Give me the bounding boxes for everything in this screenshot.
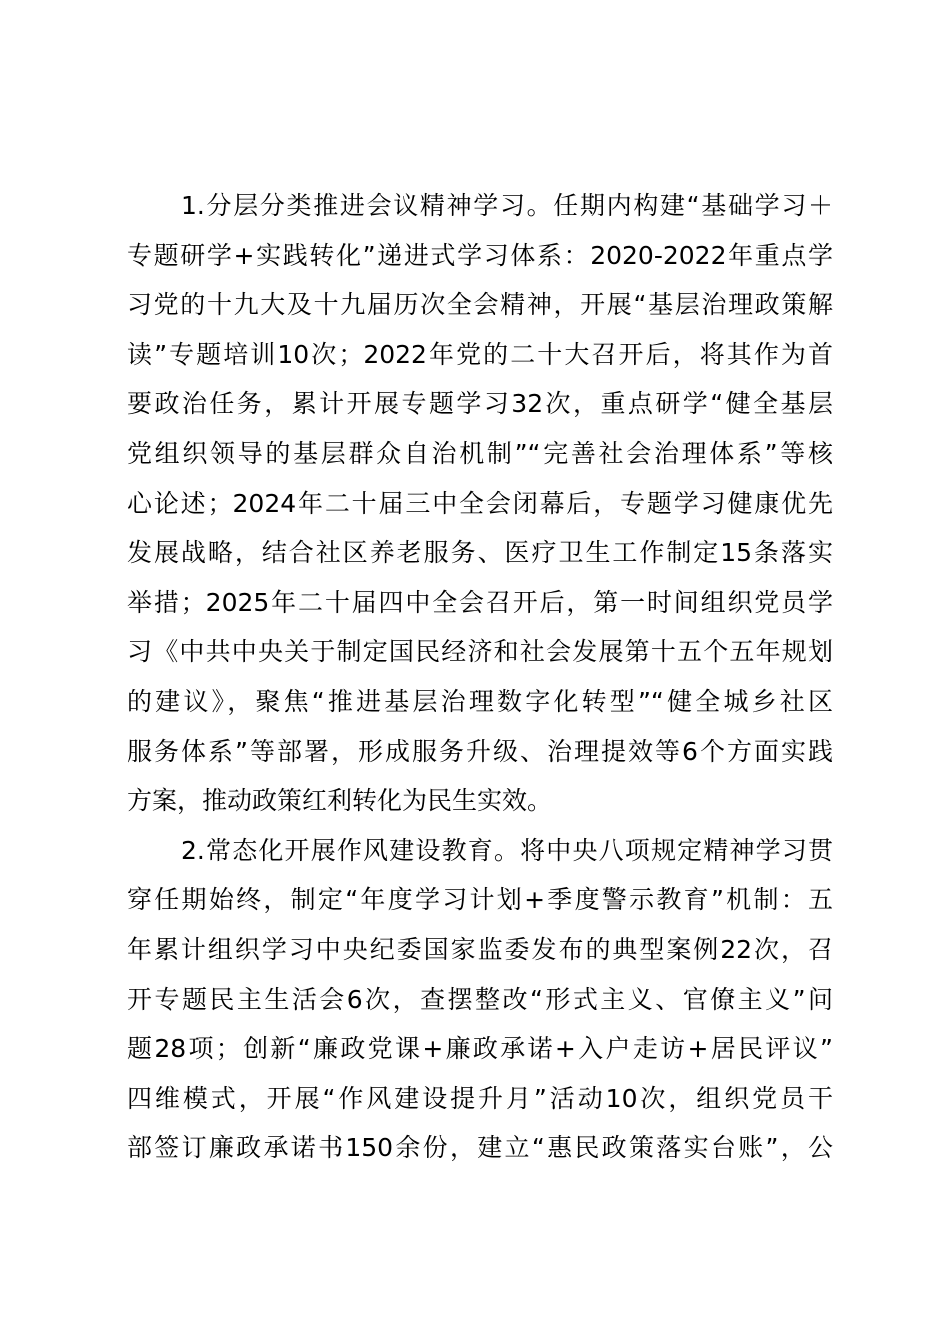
paragraph-line: 专题研学+实践转化”递进式学习体系：2020-2022年重点学 (127, 240, 833, 270)
paragraph-line: 服务体系”等部署，形成服务升级、治理提效等6个方面实践 (127, 736, 833, 766)
paragraph-line: 习《中共中央关于制定国民经济和社会发展第十五个五年规划 (127, 637, 833, 667)
paragraph-work-style-education (127, 826, 833, 1173)
paragraph-line: 1.分层分类推进会议精神学习。任期内构建“基础学习＋ (181, 191, 833, 220)
paragraph-line: 读”专题培训10次；2022年党的二十大召开后，将其作为首 (127, 339, 833, 369)
paragraph-line: 年累计组织学习中央纪委国家监委发布的典型案例22次，召 (127, 934, 833, 964)
paragraph-line: 穿任期始终，制定“年度学习计划+季度警示教育”机制：五 (127, 885, 833, 915)
paragraph-line: 习党的十九大及十九届历次全会精神，开展“基层治理政策解 (127, 290, 833, 320)
paragraph-line: 党组织领导的基层群众自治机制”“完善社会治理体系”等核 (127, 438, 833, 468)
paragraph-study-meeting-spirit (127, 181, 833, 826)
paragraph-line: 四维模式，开展“作风建设提升月”活动10次，组织党员干 (127, 1083, 833, 1113)
paragraph-line: 的建议》，聚焦“推进基层治理数字化转型”“健全城乡社区 (127, 686, 833, 716)
paragraph-line: 心论述；2024年二十届三中全会闭幕后，专题学习健康优先 (127, 488, 833, 518)
paragraph-line: 开专题民主生活会6次，查摆整改“形式主义、官僚主义”问 (127, 984, 833, 1014)
paragraph-line: 2.常态化开展作风建设教育。将中央八项规定精神学习贯 (181, 835, 833, 865)
paragraph-line: 要政治任务，累计开展专题学习32次，重点研学“健全基层 (127, 389, 833, 419)
paragraph-line: 题28项；创新“廉政党课+廉政承诺+入户走访+居民评议” (127, 1034, 833, 1064)
paragraph-line: 发展战略，结合社区养老服务、医疗卫生工作制定15条落实 (127, 538, 833, 568)
paragraph-line: 举措；2025年二十届四中全会召开后，第一时间组织党员学 (127, 587, 833, 617)
paragraph-line: 部签订廉政承诺书150余份，建立“惠民政策落实台账”，公 (127, 1133, 833, 1163)
paragraph-line: 方案，推动政策红利转化为民生实效。 (127, 786, 553, 816)
document-body (127, 181, 833, 1173)
